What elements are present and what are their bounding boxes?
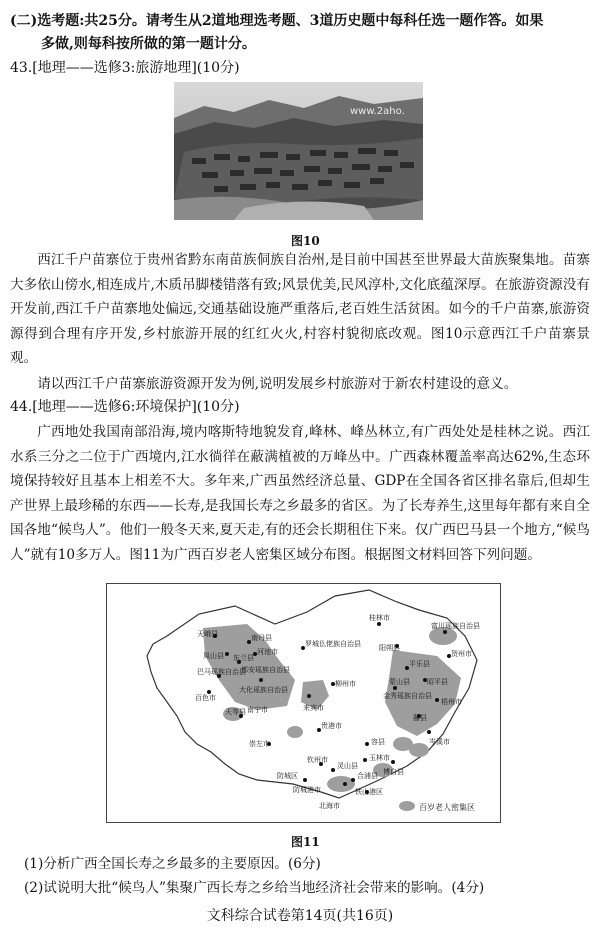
label-donglan: 东兰县 (233, 654, 254, 662)
guangxi-map (106, 583, 501, 823)
label-zhaoping: 昭平县 (427, 678, 448, 686)
photo-watermark: www.2aho. (350, 106, 405, 117)
label-cenxi: 岑溪市 (429, 738, 450, 746)
q44-sub1: (1)分析广西全国长寿之乡最多的主要原因。(6分) (24, 856, 321, 872)
q44-title: 44.[地理——选修6:环境保护](10分) (10, 399, 240, 415)
label-tieshangang: 铁山港区 (355, 788, 383, 796)
miao-village-photo (174, 82, 423, 220)
label-baise: 百色市 (195, 694, 216, 702)
label-beihai: 北海市 (319, 802, 340, 810)
figure10-caption: 图10 (291, 234, 320, 248)
label-tengxian: 藤县 (413, 714, 427, 722)
legend-swatch (399, 801, 415, 811)
label-bama: 巴马瑶族自治县 (197, 668, 246, 676)
legend-label: 百岁老人密集区 (419, 803, 475, 812)
label-bobai: 博白县 (383, 768, 404, 776)
label-yangshuo: 阳朔县 (379, 644, 400, 652)
label-fcg: 防城港市 (293, 786, 321, 794)
label-qinzhou: 钦州市 (307, 756, 328, 764)
label-mengshan: 蒙山县 (389, 678, 410, 686)
label-chongzuo: 崇左市 (249, 740, 270, 748)
label-guilin: 桂林市 (369, 614, 390, 622)
q43-paragraph: 西江千户苗寨位于贵州省黔东南苗族侗族自治州,是目前中国甚至世界最大苗族聚集地。苗寨大多依山傍水,相连成片,木质吊脚楼错落有致;风景优美,民风淳朴,文化底蕴深厚。在旅游资源没有开发前,西江千户苗寨地处偏远,交通基础设施严重落后,老百姓生活贫困。如今的千户苗寨,旅游资源得到合理有序开发,乡村旅游开展的红红火火,村容村貌彻底改观。图10示意西江千户苗寨景观。 (10, 252, 590, 366)
label-fuchuan: 富川瑶族自治县 (431, 622, 480, 630)
figure11-caption: 图11 (291, 835, 320, 849)
label-fengshan: 凤山县 (203, 652, 224, 660)
section-header-line1: (二)选考题:共25分。请考生从2道地理选考题、3道历史题中每科任选一题作答。如果 (10, 13, 544, 29)
label-nandan: 南丹县 (251, 634, 272, 642)
label-hepu: 合浦县 (357, 772, 378, 780)
label-hechi: 河池市 (257, 648, 278, 656)
label-dahua: 大化瑶族自治县 (239, 686, 288, 694)
label-pingle: 平乐县 (409, 660, 430, 668)
label-wuzhou: 梧州市 (441, 698, 462, 706)
label-tiandeng: 天等县 (225, 708, 246, 716)
label-laibin: 来宾市 (303, 704, 324, 712)
section-header-line2: 多做,则每科按所做的第一题计分。 (41, 36, 256, 52)
label-lingshan: 灵山县 (337, 762, 358, 770)
label-rongxian: 容县 (371, 738, 385, 746)
label-jinxiu: 金秀瑶族自治县 (383, 692, 432, 700)
label-yulin: 玉林市 (369, 754, 390, 762)
label-guigang: 贵港市 (321, 722, 342, 730)
q44-sub2: (2)试说明大批“候鸟人”集聚广西长寿之乡给当地经济社会带来的影响。(4分) (24, 880, 485, 896)
label-duan: 都安瑶族自治县 (241, 666, 290, 674)
label-liuzhou: 柳州市 (335, 680, 356, 688)
label-luocheng: 罗城仫佬族自治县 (305, 640, 361, 648)
q43-question: 请以西江千户苗寨旅游资源开发为例,说明发展乡村旅游对于新农村建设的意义。 (37, 376, 518, 392)
label-hezhou: 贺州市 (451, 650, 472, 658)
label-nanning: 南宁市 (247, 706, 268, 714)
page-footer: 文科综合试卷第14页(共16页) (206, 908, 394, 924)
label-tiane: 天峨县 (197, 630, 218, 638)
q44-paragraph: 广西地处我国南部沿海,境内喀斯特地貌发育,峰林、峰丛林立,有广西处处是桂林之说。西江水系三分之二位于广西境内,江水徜徉在蔽满植被的万峰丛中。广西森林覆盖率高达62%,生态环境保持较好且基本上相差不大。多年来,广西虽然经济总量、GDP在全国各省区排名靠后,但却生产世界上最珍稀的东西——长寿,是我国长寿之乡最多的省区。为了长寿养生,这里每年都有来自全国各地“候鸟人”。他们一般冬天来,夏天走,有的还会长期租住下来。仅广西巴马县一个地方,“候鸟人”就有10多万人。图11为广西百岁老人密集区域分布图。根据图文材料回答下列问题。 (10, 424, 590, 563)
label-fangcheng: 防城区 (277, 772, 298, 780)
q43-title: 43.[地理——选修3:旅游地理](10分) (10, 60, 240, 76)
